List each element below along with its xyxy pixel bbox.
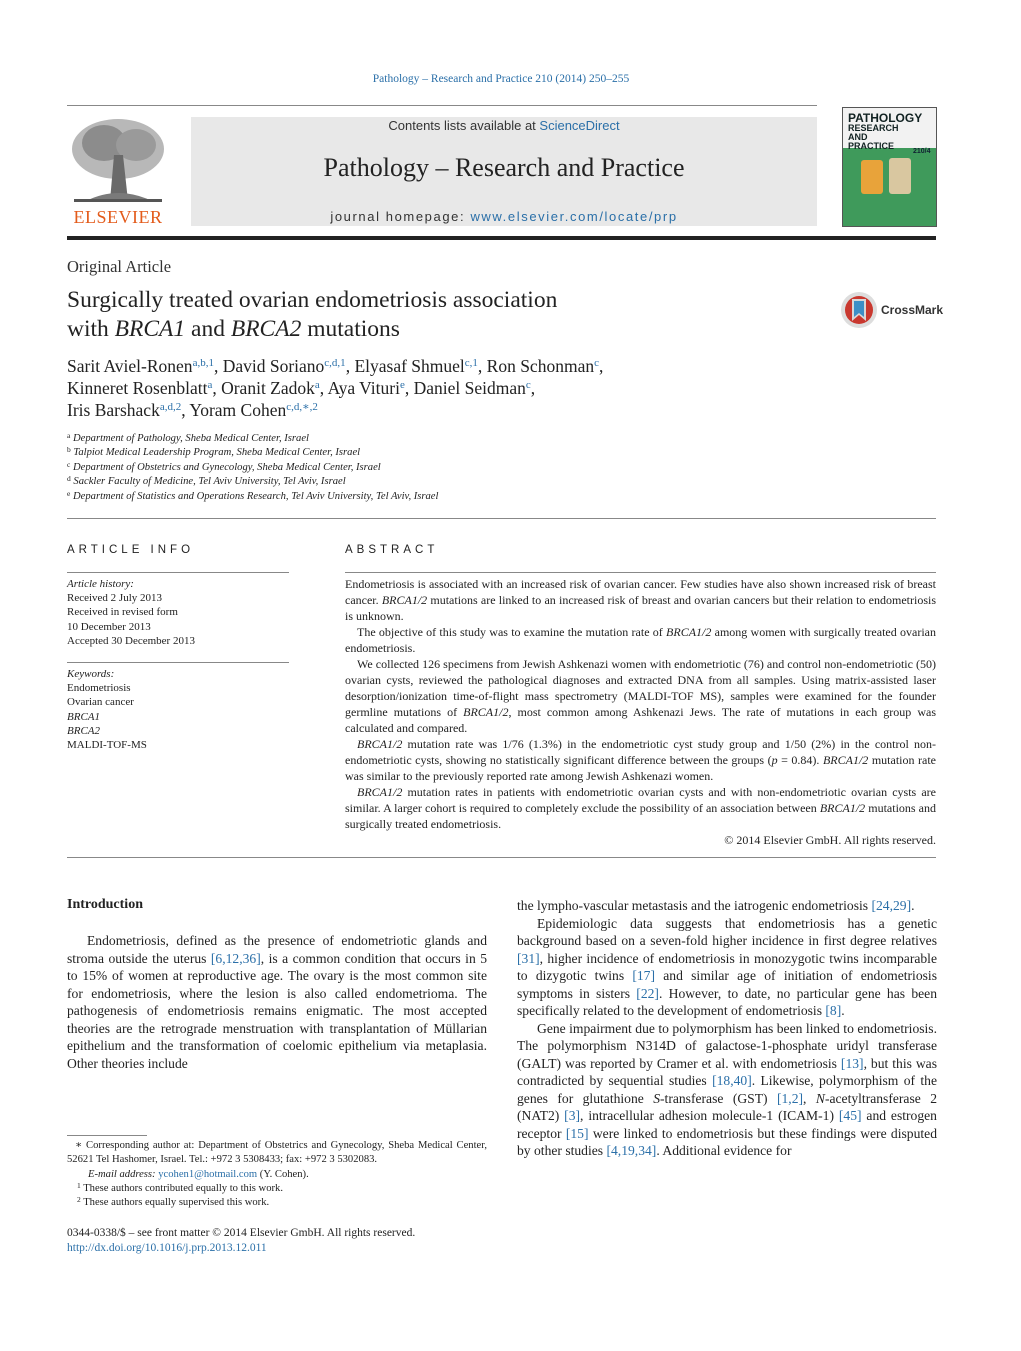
author[interactable]: Kinneret Rosenblatt$^a$: [67, 378, 213, 398]
citation-link[interactable]: [6,12,36]: [210, 950, 261, 966]
author[interactable]: Iris Barshack$^{a,d,2}$: [67, 400, 182, 420]
contents-line: Contents lists available at ScienceDirect: [388, 118, 620, 133]
affiliation: $^e$ Department of Statistics and Operations Research, Tel Aviv University, Tel Aviv, Israel: [67, 488, 439, 502]
issn-line: 0344-0338/$ – see front matter © 2014 Elsevier GmbH. All rights reserved.: [67, 1227, 416, 1239]
keyword: MALDI-TOF-MS: [67, 739, 147, 752]
copyright: © 2014 Elsevier GmbH. All rights reserved.: [724, 833, 936, 847]
journal-homepage: journal homepage: www.elsevier.com/locate/prp: [330, 209, 678, 224]
abstract-body: Endometriosis is associated with an increased risk of ovarian cancer. Few studies have also shown increased risk of breast cancer. BRCA1/2 mutations are linked to an increased risk of breast and ovarian cancers but their relation to endometriosis is unknown. The objective of this study was to examine the mutation rate of BRCA1/2 among women with surgically treated ovarian endometriosis. We collected 126 specimens from Jewish Ashkenazi women with endometriotic (76) and control non-endometriotic (50) ovarian cysts, reviewed the pathological diagnoses and extracted DNA from all samples. Using matrix-assisted laser desorption/ionization time-of-flight mass spectrometry (MALDI-TOF MS), samples were examined for the founder germline mutations of BRCA1/2, most common among Ashkenazi Jews. The rate of mutations in each group was calculated and compared. BRCA1/2 mutation rate was 1/76 (1.3%) in the endometriotic cyst study group and 1/50 (2%) in the control non-endometriotic cysts, showing no statistically significant difference between the groups (p = 0.84). BRCA1/2 mutation rate was similar to the previously reported rate among Jewish Ashkenazi women. BRCA1/2 mutation rates in patients with endometriotic ovarian cysts and with non-endometriotic ovarian cysts are similar. A larger cohort is required to completely exclude the possibility of an association between BRCA1/2 mutations and surgically treated endometriosis. © 2014 Elsevier GmbH. All rights reserved.: [345, 577, 937, 847]
cover-title: PATHOLOGY RESEARCH AND PRACTICE: [848, 111, 923, 151]
citation-link[interactable]: [24,29]: [871, 898, 912, 913]
keyword: Endometriosis: [67, 682, 131, 695]
sciencedirect-link[interactable]: ScienceDirect: [539, 118, 620, 133]
email-link[interactable]: ycohen1@hotmail.com: [158, 1168, 258, 1180]
journal-reference[interactable]: Pathology – Research and Practice 210 (2014) 250–255: [372, 73, 630, 85]
header-top-rule: [67, 105, 817, 106]
keyword: BRCA1: [67, 710, 100, 723]
header-bottom-rule: [67, 236, 936, 240]
citation-link[interactable]: [4,19,34]: [606, 1143, 657, 1158]
publisher-name: ELSEVIER: [73, 207, 163, 227]
author[interactable]: Oranit Zadok$^a$: [221, 378, 320, 398]
affiliations: [67, 432, 937, 504]
crossmark-label: CrossMark: [881, 303, 944, 317]
article-type: Original Article: [67, 257, 172, 276]
keyword: BRCA2: [67, 724, 100, 737]
citation-link[interactable]: [17]: [632, 968, 656, 983]
article-history: Article history: Received 2 July 2013 Received in revised form 10 December 2013 Accepted 30 December 2013: [67, 578, 195, 647]
citation-link[interactable]: [31]: [517, 950, 540, 966]
article-info-rule: [67, 572, 289, 573]
citation-link[interactable]: [8]: [825, 1003, 842, 1018]
abstract-heading: ABSTRACT: [345, 544, 439, 556]
abstract-rule: [345, 572, 936, 573]
keywords: Keywords: Endometriosis Ovarian cancer BRCA1 BRCA2 MALDI-TOF-MS: [67, 667, 289, 752]
email-note: E-mail address: ycohen1@hotmail.com (Y. Cohen).: [88, 1168, 309, 1180]
doi-link[interactable]: http://dx.doi.org/10.1016/j.prp.2013.12.011: [67, 1242, 267, 1254]
homepage-link[interactable]: www.elsevier.com/locate/prp: [470, 209, 678, 224]
author[interactable]: Aya Vituri$^e$: [327, 378, 405, 398]
cover-image-2: [889, 158, 911, 194]
elsevier-logo: [66, 115, 170, 227]
author[interactable]: David Soriano$^{c,d,1}$: [222, 356, 346, 376]
citation-link[interactable]: [1,2]: [776, 1090, 804, 1106]
journal-cover[interactable]: [842, 107, 937, 227]
affiliation: $^b$ Talpiot Medical Leadership Program, Sheba Medical Center, Israel: [67, 445, 361, 459]
citation-link[interactable]: [13]: [840, 1055, 864, 1071]
footnote-rule: [67, 1135, 147, 1136]
affiliation: $^a$ Department of Pathology, Sheba Medical Center, Israel: [67, 431, 309, 444]
body-column-right: the lympho-vascular metastasis and the iatrogenic endometriosis [24,29]. Epidemiologic data suggests that endometriosis has a genetic background based on a seven-fold higher incidence in first degree relatives [31], higher incidence of endometriosis in monozygotic twins incomparable to dizygotic twins [17] and similar age of initiation of endometriosis symptoms in sisters [22]. However, to date, no particular gene has been specifically related to the development of endometriosis [8]. Gene impairment due to polymorphism has been linked to endometriosis. The polymorphism N314D of galactose-1-phosphate uridyl transferase (GALT) was reported by Cramer et al. with endometriosis [13], but this was contradicted by sequential studies [18,40]. Likewise, polymorphism of the genes for glutathione S-transferase (GST) [1,2], N-acetyltransferase 2 (NAT2) [3], intracellular adhesion molecule-1 (ICAM-1) [45] and estrogen receptor [15] were linked to endometriosis but these findings were disputed by other studies [4,19,34]. Additional evidence for: [517, 898, 938, 1158]
affiliation: $^d$ Sackler Faculty of Medicine, Tel Aviv University, Tel Aviv, Israel: [67, 474, 346, 488]
footnote-1: $^1$ These authors contributed equally to this work.: [77, 1180, 283, 1194]
citation-link[interactable]: [15]: [565, 1125, 589, 1141]
article-title: Surgically treated ovarian endometriosis association with BRCA1 and BRCA2 mutations: [67, 287, 558, 342]
citation-link[interactable]: [3]: [564, 1108, 581, 1123]
citation-link[interactable]: [22]: [636, 985, 659, 1001]
corresponding-author-note: ∗ Corresponding author at: Department of Obstetrics and Gynecology, Sheba Medical Center, 52621 Tel Hashomer, Israel. Tel.: +972 3 5308433; fax: +972 3 5302083.: [67, 1140, 487, 1166]
footnote-2: $^2$ These authors equally supervised this work.: [77, 1195, 270, 1209]
author-list: Sarit Aviel-Ronen$^{a,b,1}$, David Soriano$^{c,d,1}$, Elyasaf Shmuel$^{c,1}$, Ron Schonman$^c$, Kinneret Rosenblatt$^a$, Oranit Zadok$^a$, Aya Vituri$^e$, Daniel Seidman$^c$, Iris Barshack$^{a,d,2}$, Yoram Cohen$^{c,d,∗,2}$: [67, 356, 604, 420]
cover-image-1: [861, 160, 883, 194]
keywords-rule: [67, 662, 289, 663]
cover-issue: 210/4: [913, 148, 931, 155]
citation-link[interactable]: [45]: [838, 1108, 862, 1123]
footnotes: [67, 1139, 487, 1210]
article-info-heading: ARTICLE INFO: [67, 544, 195, 556]
keyword: Ovarian cancer: [67, 696, 134, 709]
introduction-heading: Introduction: [67, 897, 143, 912]
journal-title: Pathology – Research and Practice: [323, 153, 685, 182]
affiliation: $^c$ Department of Obstetrics and Gynecology, Sheba Medical Center, Israel: [67, 459, 381, 473]
body-column-left: Endometriosis, defined as the presence of endometriotic glands and stroma outside the uterus [6,12,36], is a common condition that occurs in 5 to 15% of women at reproductive age. The ovary is the most common site for endometriosis, where the lesion is also called endometrioma. The pathogenesis of endometriosis remains enigmatic. The most accepted theories are the retrograde menstruation with transplantation of Müllarian epithelium and the transformation of coelomic epithelium via metaplasia. Other theories include: [67, 933, 487, 1071]
section-rule: [67, 518, 936, 519]
author[interactable]: Sarit Aviel-Ronen$^{a,b,1}$: [67, 356, 214, 376]
abstract-bottom-rule: [67, 857, 936, 858]
author[interactable]: Elyasaf Shmuel$^{c,1}$: [354, 356, 478, 376]
crossmark-icon: [840, 291, 880, 331]
author[interactable]: Yoram Cohen$^{c,d,∗,2}$: [189, 400, 318, 420]
citation-link[interactable]: [18,40]: [712, 1073, 752, 1088]
front-matter: [67, 1226, 487, 1256]
author[interactable]: Daniel Seidman$^c$: [413, 378, 531, 398]
author[interactable]: Ron Schonman$^c$: [486, 356, 599, 376]
